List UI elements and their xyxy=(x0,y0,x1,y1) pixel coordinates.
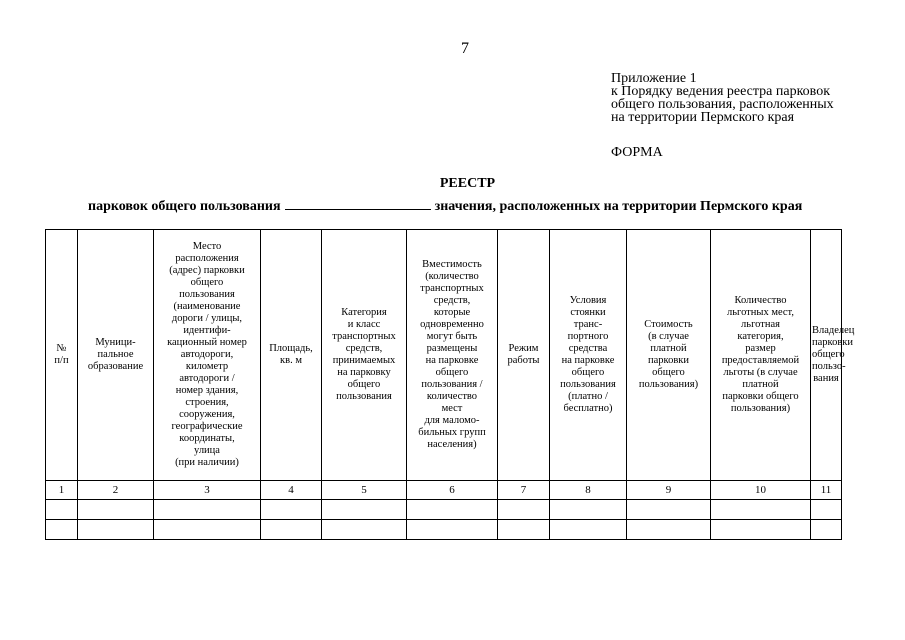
column-header-line: льготная xyxy=(741,319,780,330)
column-header xyxy=(78,230,154,481)
empty-row xyxy=(46,500,842,520)
column-header xyxy=(498,230,550,481)
column-header-line: Владелец xyxy=(812,325,855,336)
column-header-line: работы xyxy=(507,355,540,366)
column-header-line: портного xyxy=(567,331,609,342)
empty-cell[interactable] xyxy=(46,500,78,520)
column-header-line: (адрес) парковки xyxy=(169,265,245,276)
column-number: 1 xyxy=(46,481,78,500)
column-header-line: пальное xyxy=(97,349,134,360)
page-number: 7 xyxy=(461,40,469,57)
column-number: 9 xyxy=(627,481,711,500)
column-header-line: парковки xyxy=(647,355,690,366)
column-header-line: размер xyxy=(745,343,776,354)
column-header-line: Площадь, xyxy=(269,343,313,354)
empty-cell[interactable] xyxy=(154,520,261,540)
document-title: РЕЕСТР xyxy=(439,176,496,191)
column-header-line: размещены xyxy=(426,343,478,354)
column-header-line: номер здания, xyxy=(175,385,239,396)
column-header-line: сооружения, xyxy=(179,409,235,420)
empty-cell[interactable] xyxy=(78,500,154,520)
empty-cell[interactable] xyxy=(407,520,498,540)
empty-cell[interactable] xyxy=(550,500,627,520)
column-header-line: платной xyxy=(650,343,687,354)
column-header-line: платной xyxy=(742,379,779,390)
empty-cell[interactable] xyxy=(498,520,550,540)
column-header-line: пользования) xyxy=(730,403,791,414)
column-header-line: образование xyxy=(87,361,144,372)
empty-cell[interactable] xyxy=(498,500,550,520)
empty-cell[interactable] xyxy=(154,500,261,520)
column-header-line: льготы (в случае xyxy=(723,367,798,378)
column-header-line: средств, xyxy=(345,343,383,354)
column-header xyxy=(46,230,78,481)
column-header-line: количество xyxy=(426,391,478,402)
column-header xyxy=(261,230,322,481)
column-header-line: пользования) xyxy=(638,379,699,390)
column-header-line: общего xyxy=(190,277,224,288)
column-header xyxy=(627,230,711,481)
empty-row xyxy=(46,520,842,540)
column-header-line: дороги / улицы, xyxy=(171,313,243,324)
fill-in-blank xyxy=(285,197,431,210)
empty-cell[interactable] xyxy=(550,520,627,540)
column-header-line: (наименование xyxy=(173,301,241,312)
header-row xyxy=(46,230,842,481)
column-header-line: принимаемых xyxy=(332,355,396,366)
column-header-line: общего xyxy=(347,379,381,390)
column-header-line: пользования xyxy=(179,289,235,300)
column-header-line: категория, xyxy=(737,331,784,342)
empty-cell[interactable] xyxy=(261,520,322,540)
column-header-line: общего xyxy=(652,367,685,378)
column-number: 4 xyxy=(261,481,322,500)
column-header-line: на парковке xyxy=(561,355,615,366)
column-header-line: транспортных xyxy=(332,331,396,342)
column-header-line: (при наличии) xyxy=(175,457,239,468)
column-header-line: кв. м xyxy=(280,355,302,366)
empty-cell[interactable] xyxy=(811,500,842,520)
empty-cell[interactable] xyxy=(46,520,78,540)
column-number: 2 xyxy=(78,481,154,500)
column-header-line: пользования xyxy=(560,379,616,390)
subtitle-start: парковок общего пользования xyxy=(88,199,281,214)
column-number: 8 xyxy=(550,481,627,500)
column-header-line: Муници- xyxy=(95,337,136,348)
empty-cell[interactable] xyxy=(627,520,711,540)
column-header-line: вания xyxy=(813,373,839,384)
column-number: 11 xyxy=(811,481,842,500)
column-header-line: географические xyxy=(171,421,243,432)
column-header-line: п/п xyxy=(54,355,69,366)
column-header-line: на парковке xyxy=(425,355,479,366)
empty-cell[interactable] xyxy=(261,500,322,520)
column-header-line: парковки общего xyxy=(722,391,799,402)
column-header-line: (количество xyxy=(425,271,479,282)
column-header-line: общего xyxy=(812,349,845,360)
appendix-line: общего пользования, расположенных xyxy=(611,97,834,112)
appendix-note xyxy=(611,72,881,124)
column-header-line: строения, xyxy=(185,397,229,408)
column-header-line: населения) xyxy=(427,439,477,450)
empty-cell[interactable] xyxy=(322,520,407,540)
column-header-line: которые xyxy=(433,307,471,318)
empty-cell[interactable] xyxy=(711,520,811,540)
column-number: 3 xyxy=(154,481,261,500)
empty-cell[interactable] xyxy=(322,500,407,520)
column-header-line: льготных мест, xyxy=(727,307,794,318)
column-header-line: Место xyxy=(192,241,222,252)
column-header xyxy=(711,230,811,481)
column-header-line: улица xyxy=(194,445,220,456)
column-header xyxy=(550,230,627,481)
column-header-line: автодороги, xyxy=(180,349,234,360)
column-number: 5 xyxy=(322,481,407,500)
column-header-line: транспортных xyxy=(420,283,484,294)
column-header-line: и класс xyxy=(347,319,381,330)
column-header-line: (в случае xyxy=(648,331,689,342)
column-header-line: Категория xyxy=(341,307,387,318)
column-header-line: могут быть xyxy=(426,331,478,342)
subtitle-end: значения, расположенных на территории Пермского края xyxy=(434,199,803,214)
column-header-line: бильных групп xyxy=(418,427,486,438)
column-header-line: одновременно xyxy=(420,319,484,330)
empty-cell[interactable] xyxy=(407,500,498,520)
column-header-line: транс- xyxy=(573,319,603,330)
column-header-line: средства xyxy=(568,343,608,354)
column-header-line: Режим xyxy=(508,343,539,354)
appendix-line: к Порядку ведения реестра парковок xyxy=(611,84,831,99)
column-header-line: стоянки xyxy=(570,307,606,318)
column-header-line: бесплатно) xyxy=(563,403,613,414)
column-header-line: расположения xyxy=(175,253,239,264)
column-header-line: пользования xyxy=(336,391,392,402)
column-header-line: Количество xyxy=(734,295,787,306)
column-header-line: Условия xyxy=(569,295,607,306)
column-header-line: пользования / xyxy=(421,379,483,390)
appendix-line: Приложение 1 xyxy=(611,71,697,86)
column-number: 10 xyxy=(711,481,811,500)
empty-cell[interactable] xyxy=(78,520,154,540)
column-number-row xyxy=(46,481,842,500)
column-header xyxy=(322,230,407,481)
column-header xyxy=(154,230,261,481)
column-header-line: для маломо- xyxy=(424,415,480,426)
column-header-line: парковки xyxy=(812,337,854,348)
empty-cell[interactable] xyxy=(811,520,842,540)
column-header-line: километр xyxy=(185,361,229,372)
column-header-line: на парковку xyxy=(337,367,391,378)
column-header-line: Стоимость xyxy=(644,319,693,330)
column-header xyxy=(407,230,498,481)
form-label: ФОРМА xyxy=(611,145,663,160)
document-subtitle xyxy=(88,197,802,215)
column-header-line: средств, xyxy=(433,295,471,306)
column-header-line: № xyxy=(56,343,67,354)
column-header xyxy=(811,230,855,481)
empty-cell[interactable] xyxy=(711,500,811,520)
column-header-line: автодороги / xyxy=(179,373,235,384)
column-header-line: пользо- xyxy=(812,361,846,372)
column-header-line: Вместимость xyxy=(422,259,482,270)
column-header-line: координаты, xyxy=(179,433,235,444)
column-header-line: общего xyxy=(435,367,469,378)
registry-table xyxy=(45,229,855,540)
column-number: 6 xyxy=(407,481,498,500)
column-header-line: общего xyxy=(571,367,605,378)
column-number: 7 xyxy=(498,481,550,500)
column-header-line: (платно / xyxy=(568,391,608,402)
empty-cell[interactable] xyxy=(627,500,711,520)
column-header-line: предоставляемой xyxy=(721,355,800,366)
column-header-line: мест xyxy=(441,403,463,414)
column-header-line: идентифи- xyxy=(183,325,231,336)
column-header-line: кационный номер xyxy=(167,337,247,348)
appendix-line: на территории Пермского края xyxy=(611,110,795,125)
